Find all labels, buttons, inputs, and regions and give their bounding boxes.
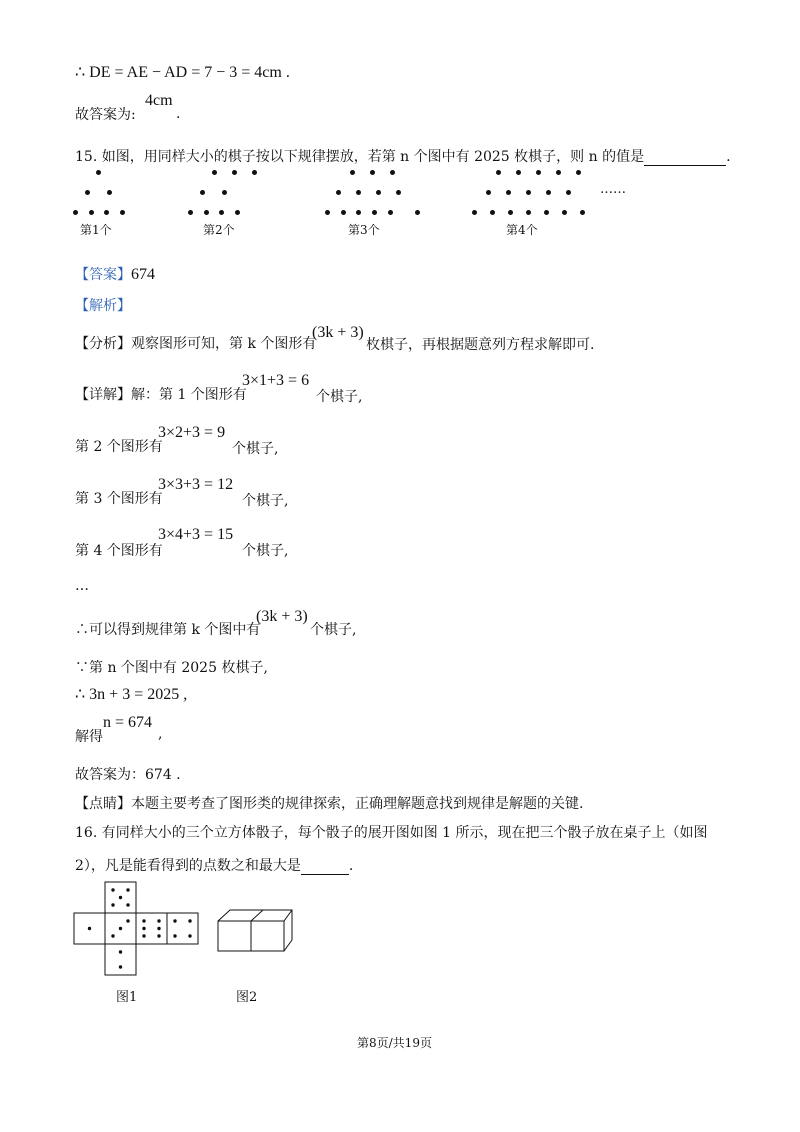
expr-2: 3×2+3 = 9 <box>158 424 226 441</box>
q16-stem-end: . <box>348 858 354 874</box>
chess-piece <box>370 170 375 175</box>
chess-piece <box>566 190 571 195</box>
chess-piece <box>508 210 513 215</box>
chess-piece <box>232 170 237 175</box>
because-line: ∵第 n 个图中有 2025 枚棋子, <box>75 660 268 676</box>
chess-piece <box>120 210 125 215</box>
page-footer: 第8页/共19页 <box>357 1036 432 1050</box>
line-4-a: 第 4 个图形有 <box>75 543 163 559</box>
chess-piece <box>89 210 94 215</box>
chess-piece <box>580 210 585 215</box>
q16-stem-line2 <box>75 855 353 875</box>
chess-piece <box>388 210 393 215</box>
chess-piece <box>544 210 549 215</box>
answer-tag: 【答案】 <box>75 267 131 283</box>
suffix-3: 个棋子, <box>242 493 289 509</box>
figure-caption-2: 第2个 <box>203 223 235 237</box>
expr-4: 3×4+3 = 15 <box>158 526 234 543</box>
chess-piece <box>73 210 78 215</box>
chess-piece <box>556 170 561 175</box>
analysis-tag: 【解析】 <box>75 298 131 314</box>
line-3-a: 第 3 个图形有 <box>75 491 163 507</box>
solve-line-a: 解得 <box>75 729 103 745</box>
chess-piece <box>472 210 477 215</box>
chess-piece <box>350 170 355 175</box>
suffix-1: 个棋子, <box>316 389 363 405</box>
fenxi-text-b: 枚棋子，再根据题意列方程求解即可. <box>366 337 595 353</box>
figure-2-caption: 图2 <box>236 990 258 1005</box>
chess-piece <box>219 210 224 215</box>
q15-stem-text: 15. 如图，用同样大小的棋子按以下规律摆放，若第 n 个图中有 2025 枚棋子，则 n 的值是 <box>75 149 645 165</box>
prev-answer-suffix: . <box>176 106 181 122</box>
chess-piece <box>222 190 227 195</box>
fenxi-expr: (3k + 3) <box>312 324 364 341</box>
chess-piece <box>396 190 401 195</box>
expr-1: 3×1+3 = 6 <box>242 372 310 389</box>
chess-piece <box>526 210 531 215</box>
figure-caption-1: 第1个 <box>80 223 112 237</box>
dianjing-text: 本题主要考查了图形类的规律探索，正确理解题意找到规律是解题的关键. <box>131 796 584 812</box>
chess-piece <box>526 190 531 195</box>
xiangjie-tag: 【详解】 <box>75 387 131 403</box>
chess-piece <box>562 210 567 215</box>
q16-stem-text: 2），凡是能看得到的点数之和最大是 <box>75 858 301 874</box>
fenxi-text-a: 观察图形可知，第 k 个图形有 <box>131 336 317 352</box>
therefore-line: ∴ DE = AE − AD = 7 − 3 = 4cm . <box>75 64 290 81</box>
chess-piece <box>536 170 541 175</box>
xiangjie-line <box>75 384 247 404</box>
suffix-4: 个棋子, <box>242 543 289 559</box>
rule-expr: (3k + 3) <box>256 608 308 625</box>
q15-stem-end: . <box>726 149 731 165</box>
equation-line: ∴ 3n + 3 = 2025 , <box>75 686 188 703</box>
dice-net-figure <box>72 880 204 976</box>
final-answer: 故答案为：674 . <box>75 767 181 783</box>
q15-answer <box>75 264 155 284</box>
chess-piece <box>252 170 257 175</box>
chess-piece <box>390 170 395 175</box>
chess-piece <box>96 170 101 175</box>
chess-piece <box>107 190 112 195</box>
chess-piece <box>356 190 361 195</box>
chess-piece <box>496 170 501 175</box>
chess-piece <box>506 190 511 195</box>
rule-line-a: ∴可以得到规律第 k 个图中有 <box>75 622 261 638</box>
figure-1-caption: 图1 <box>116 990 138 1005</box>
q16-answer-blank <box>301 860 349 875</box>
dianjing-tag: 【点睛】 <box>75 796 131 812</box>
line-2-a: 第 2 个图形有 <box>75 439 163 455</box>
rule-line-b: 个棋子, <box>310 622 357 638</box>
q15-answer-blank <box>644 151 726 166</box>
chess-piece <box>85 190 90 195</box>
chess-piece <box>188 210 193 215</box>
ellipsis-line: … <box>75 578 89 594</box>
chess-piece <box>376 190 381 195</box>
xiangjie-text: 解：第 1 个图形有 <box>131 387 247 403</box>
dice-stack-figure <box>214 906 296 954</box>
chess-piece <box>486 190 491 195</box>
chess-piece <box>325 210 330 215</box>
chess-piece <box>415 210 420 215</box>
prev-answer-value: 4cm <box>145 92 173 109</box>
answer-prefix: 故答案为: <box>75 107 136 123</box>
chess-piece <box>235 210 240 215</box>
figure-caption-4: 第4个 <box>506 223 538 237</box>
figure-caption-3: 第3个 <box>348 223 380 237</box>
answer-value: 674 <box>131 266 155 283</box>
chess-piece <box>356 210 361 215</box>
prev-answer-line <box>75 104 136 124</box>
chess-piece <box>546 190 551 195</box>
chess-piece <box>576 170 581 175</box>
chess-piece <box>212 170 217 175</box>
expr-3: 3×3+3 = 12 <box>158 476 234 493</box>
dianjing-line <box>75 793 583 813</box>
fenxi-line <box>75 333 316 353</box>
chess-piece <box>336 190 341 195</box>
solve-expr: n = 674 <box>103 714 153 731</box>
suffix-2: 个棋子, <box>232 441 279 457</box>
q16-stem-line1: 16. 有同样大小的三个立方体骰子，每个骰子的展开图如图 1 所示，现在把三个骰子放在桌子上（如图 <box>75 825 708 841</box>
fenxi-tag: 【分析】 <box>75 336 131 352</box>
chess-piece <box>490 210 495 215</box>
figures-ellipsis: …… <box>600 182 626 197</box>
chess-piece <box>104 210 109 215</box>
chess-piece <box>341 210 346 215</box>
chess-piece <box>516 170 521 175</box>
chess-piece <box>372 210 377 215</box>
chess-piece <box>204 210 209 215</box>
chess-piece <box>200 190 205 195</box>
solve-line-b: , <box>158 726 163 742</box>
q15-stem <box>75 146 731 166</box>
